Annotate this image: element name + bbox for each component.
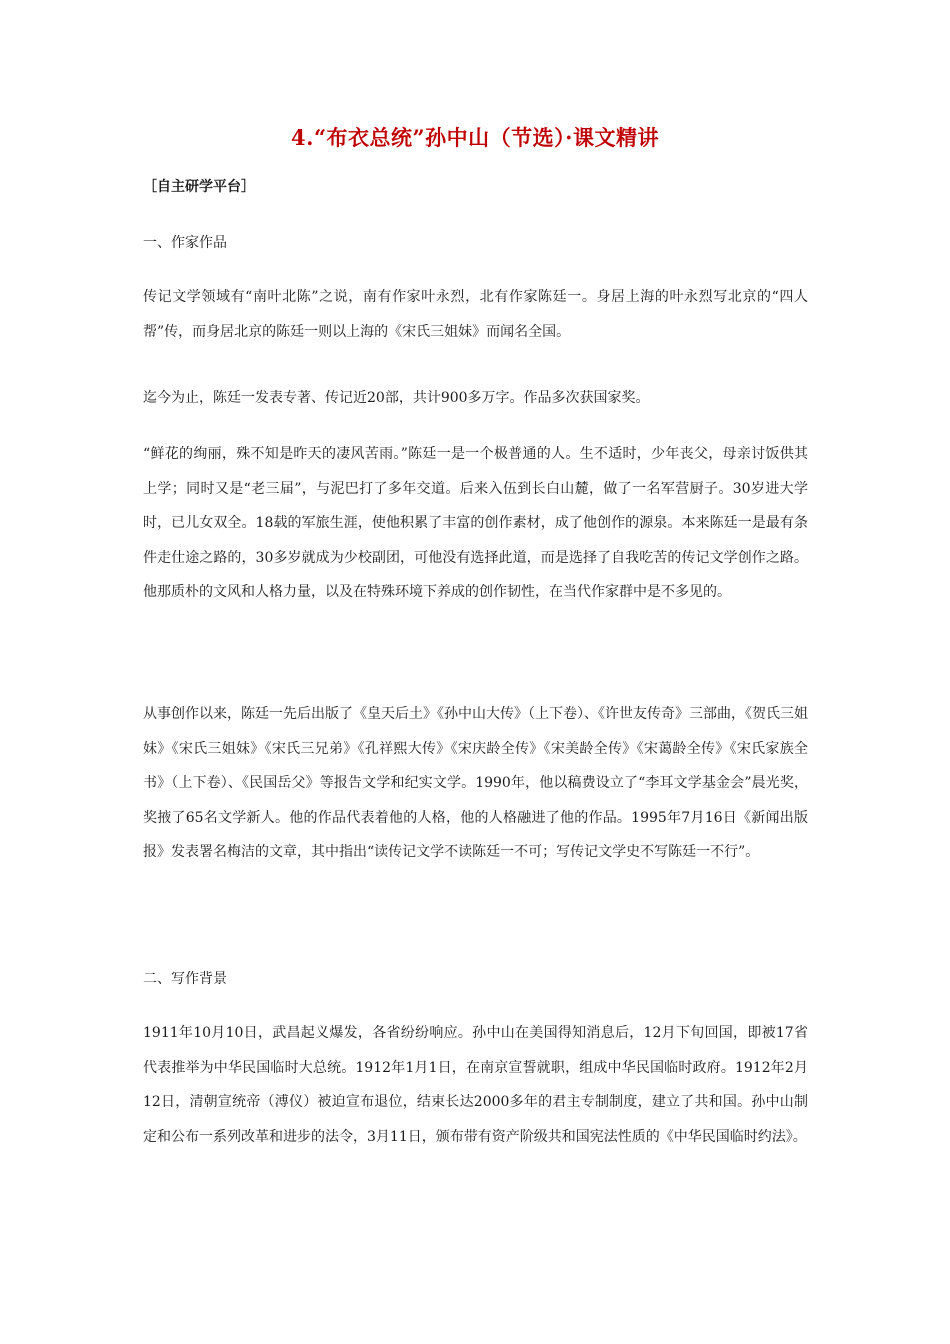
paragraph-1: 传记文学领域有“南叶北陈”之说，南有作家叶永烈，北有作家陈廷一。身居上海的叶永烈写北京的“四人帮”传，而身居北京的陈廷一则以上海的《宋氏三姐妹》而闻名全国。 bbox=[143, 289, 808, 340]
paragraph-4: 从事创作以来，陈廷一先后出版了《皇天后土》《孙中山大传》（上下卷）、《许世友传奇》三部曲，《贺氏三姐妹》《宋氏三姐妹》《宋氏三兄弟》《孔祥熙大传》《宋庆龄全传》《宋美龄全传》《宋蔼龄全传》《宋氏家族全书》（上下卷）、《民国岳父》等报告文学和纪实文学。1990年，他以稿费设立了“李耳文学基金会”晨光奖，奖掖了65名文学新人。他的作品代表着他的人格，他的人格融进了他的作品。1995年7月16日《新闻出版报》发表署名梅洁的文章，其中指出“读传记文学不读陈廷一不可；写传记文学史不写陈廷一不行”。 bbox=[143, 706, 808, 860]
heading-author-works: 一、作家作品 bbox=[143, 235, 227, 251]
document-title: 4.“布衣总统”孙中山（节选）·课文精讲 bbox=[291, 125, 659, 150]
paragraph-2: 迄今为止，陈廷一发表专著、传记近20部，共计900多万字。作品多次获国家奖。 bbox=[143, 390, 650, 406]
section-label: ［自主研学平台］ bbox=[143, 179, 255, 195]
paragraph-5: 1911年10月10日，武昌起义爆发，各省纷纷响应。孙中山在美国得知消息后，12月下旬回国，即被17省代表推举为中华民国临时大总统。1912年1月1日，在南京宣誓就职，组成中华民国临时政府。1912年2月12日，清朝宣统帝（溥仪）被迫宣布退位，结束长达2000多年的君主专制制度，建立了共和国。孙中山制定和公布一系列改革和进步的法令，3月11日，颁布带有资产阶级共和国宪法性质的《中华民国临时约法》。 bbox=[143, 1025, 808, 1145]
heading-background: 二、写作背景 bbox=[143, 971, 227, 987]
paragraph-3: “鲜花的绚丽，殊不知是昨天的凄风苦雨。”陈廷一是一个极普通的人。生不适时，少年丧父，母亲讨饭供其上学；同时又是“老三届”，与泥巴打了多年交道。后来入伍到长白山麓，做了一名军营厨子。30岁进大学时，已儿女双全。18载的军旅生涯，使他积累了丰富的创作素材，成了他创作的源泉。本来陈廷一是最有条件走仕途之路的，30多岁就成为少校副团，可他没有选择此道，而是选择了自我吃苦的传记文学创作之路。他那质朴的文风和人格力量，以及在特殊环境下养成的创作韧性，在当代作家群中是不多见的。 bbox=[143, 446, 808, 600]
